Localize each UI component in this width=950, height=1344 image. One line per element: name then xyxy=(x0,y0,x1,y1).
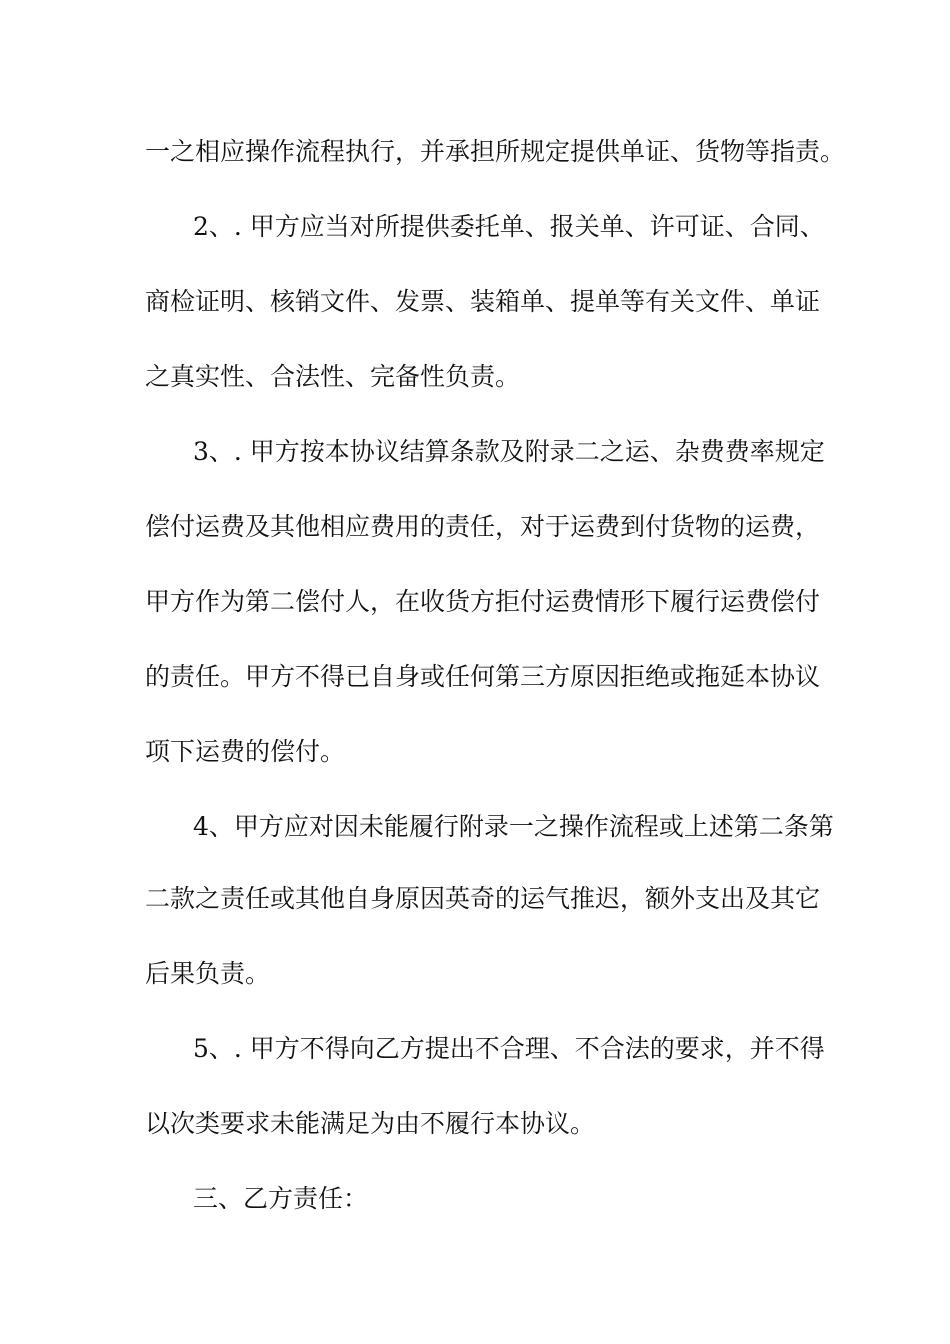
text-line: 商检证明、核销文件、发票、装箱单、提单等有关文件、单证 xyxy=(145,287,821,316)
text-line: 二款之责任或其他自身原因英奇的运气推迟，额外支出及其它 xyxy=(145,884,821,913)
clause-3-line: 3、. 甲方按本协议结算条款及附录二之运、杂费费率规定 xyxy=(193,437,825,466)
clause-4-line: 4、甲方应对因未能履行附录一之操作流程或上述第二条第 xyxy=(193,812,834,841)
text-line: 的责任。甲方不得已自身或任何第三方原因拒绝或拖延本协议 xyxy=(145,662,821,691)
text-line: 项下运费的偿付。 xyxy=(145,737,346,766)
text-line: 甲方作为第二偿付人，在收货方拒付运费情形下履行运费偿付 xyxy=(145,587,821,616)
text-line: 后果负责。 xyxy=(145,959,271,988)
text-line: 偿付运费及其他相应费用的责任，对于运费到付货物的运费， xyxy=(145,512,821,541)
clause-2-line: 2、. 甲方应当对所提供委托单、报关单、许可证、合同、 xyxy=(193,212,825,241)
text-line: 以次类要求未能满足为由不履行本协议。 xyxy=(145,1109,596,1138)
text-line: 之真实性、合法性、完备性负责。 xyxy=(145,362,521,391)
clause-5-line: 5、. 甲方不得向乙方提出不合理、不合法的要求，并不得 xyxy=(193,1034,825,1063)
section-heading: 三、乙方责任： xyxy=(193,1184,369,1213)
text-line: 一之相应操作流程执行，并承担所规定提供单证、货物等指责。 xyxy=(145,137,846,166)
